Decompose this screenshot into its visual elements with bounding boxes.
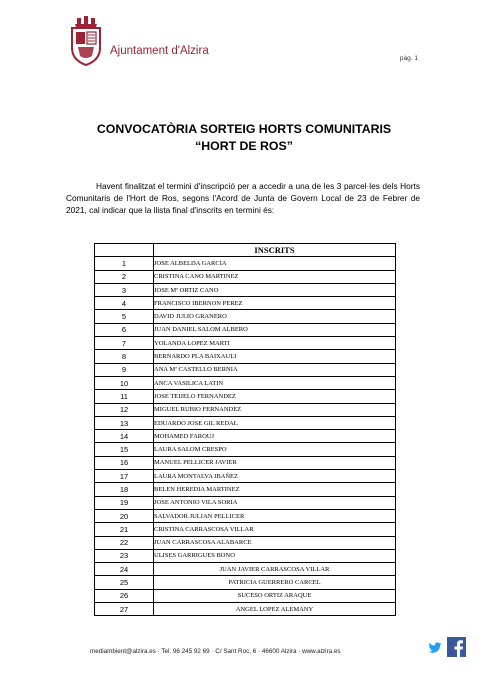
row-number: 2 (95, 270, 154, 283)
table-row (95, 536, 396, 549)
row-number: 24 (95, 563, 154, 576)
table-row (95, 443, 396, 456)
table-row (95, 523, 396, 536)
row-number: 9 (95, 363, 154, 376)
table-row (95, 376, 396, 389)
document-title: CONVOCATÒRIA SORTEIG HORTS COMUNITARIS (96, 122, 392, 136)
registrant-name: JOSE ALBELDA GARCIA (154, 257, 396, 270)
row-number: 21 (95, 523, 154, 536)
table-row (95, 363, 396, 376)
row-number: 25 (95, 576, 154, 589)
registrant-name: JUAN JAVIER CARRASCOSA VILLAR (154, 563, 396, 576)
row-number: 17 (95, 470, 154, 483)
table-header: INSCRITS (154, 244, 396, 257)
document-subtitle: “HORT DE ROS” (195, 139, 293, 153)
registrant-name: BELEN HEREDIA MARTINEZ (154, 483, 396, 496)
registrant-name: YOLANDA LOPEZ MARTI (154, 337, 396, 350)
registrant-name: ANCA VASILICA LATIN (154, 376, 396, 389)
row-number: 16 (95, 456, 154, 469)
intro-text: Havent finalitzat el termini d'inscripció per a accedir a una de les 3 parcel·les dels Horts Comunitaris de l'Hort de Ros, segons l'Acord de Junta de Govern Local de 23 de Febrer de 2021, cal indicar que la llista final d'inscrits en termini és: (66, 181, 420, 216)
row-number: 11 (95, 390, 154, 403)
row-number: 14 (95, 430, 154, 443)
table-row (95, 350, 396, 363)
registrant-name: ANA Mª CASTELLO BERNIA (154, 363, 396, 376)
row-number: 4 (95, 297, 154, 310)
row-number: 6 (95, 323, 154, 336)
table-row (95, 509, 396, 522)
registrant-name: FRANCISCO IBERNON PEREZ (154, 297, 396, 310)
table-row (95, 456, 396, 469)
registrant-name: BERNARDO PLA BAIXAULI (154, 350, 396, 363)
row-number: 20 (95, 509, 154, 522)
table-row (95, 283, 396, 296)
table-row (95, 549, 396, 562)
registrant-name: MOHAMED FAROUJ (154, 430, 396, 443)
row-number: 3 (95, 283, 154, 296)
registrant-name: ULISES GARRIGUES BONO (154, 549, 396, 562)
row-number: 19 (95, 496, 154, 509)
registrants-table (94, 243, 396, 616)
table-row (95, 483, 396, 496)
registrant-name: EDUARDO JOSE GIL REDAL (154, 416, 396, 429)
row-number: 15 (95, 443, 154, 456)
header-blank-cell (95, 244, 154, 257)
table-row (95, 603, 396, 616)
table-row (95, 390, 396, 403)
table-row (95, 416, 396, 429)
coat-of-arms-icon (66, 16, 106, 66)
table-row (95, 337, 396, 350)
table-row (95, 403, 396, 416)
table-row (95, 470, 396, 483)
row-number: 26 (95, 589, 154, 602)
row-number: 18 (95, 483, 154, 496)
table-header-row (95, 244, 396, 257)
registrant-name: JUAN DANIEL SALOM ALBERO (154, 323, 396, 336)
row-number: 1 (95, 257, 154, 270)
registrant-name: CRISTINA CARRASCOSA VILLAR (154, 523, 396, 536)
twitter-icon[interactable] (428, 641, 442, 655)
row-number: 22 (95, 536, 154, 549)
organization-name: Ajuntament d'Alzira (110, 45, 209, 57)
table-row (95, 496, 396, 509)
row-number: 7 (95, 337, 154, 350)
table-row (95, 430, 396, 443)
registrant-name: LAURA MONTALVA IBAÑEZ (154, 470, 396, 483)
row-number: 27 (95, 603, 154, 616)
facebook-icon[interactable] (447, 637, 466, 657)
table-row (95, 270, 396, 283)
registrant-name: MIGUEL RUBIO FERNANDEZ (154, 403, 396, 416)
registrant-name: JOSE TEIJELO FERNANDEZ (154, 390, 396, 403)
table-row (95, 297, 396, 310)
row-number: 8 (95, 350, 154, 363)
footer-contact: mediambient@alzira.es · Tel. 96 245 92 69 · C/ Sant Roc, 6 · 46600 Alzira · www.alzira.es (90, 648, 341, 655)
table-row (95, 323, 396, 336)
registrant-name: LAURA SALOM CRESPO (154, 443, 396, 456)
registrant-name: MANUEL PELLICER JAVIER (154, 456, 396, 469)
intro-paragraph (66, 180, 420, 217)
registrant-name: SALVADOR JULIAN PELLICER (154, 509, 396, 522)
registrant-name: PATRICIA GUERRERO CARCEL (154, 576, 396, 589)
registrant-name: JUAN CARRASCOSA ALABARCE (154, 536, 396, 549)
table-row (95, 310, 396, 323)
table-row (95, 563, 396, 576)
registrant-name: SUCESO ORTIZ ARAQUE (154, 589, 396, 602)
row-number: 12 (95, 403, 154, 416)
row-number: 13 (95, 416, 154, 429)
row-number: 10 (95, 376, 154, 389)
row-number: 5 (95, 310, 154, 323)
registrant-name: ANGEL LOPEZ ALEMANY (154, 603, 396, 616)
registrant-name: DAVID JULIO GRANERO (154, 310, 396, 323)
table-row (95, 589, 396, 602)
table-row (95, 257, 396, 270)
row-number: 23 (95, 549, 154, 562)
registrant-name: JOSE ANTONIO VILA SORIA (154, 496, 396, 509)
page-number: pàg. 1 (399, 55, 418, 62)
registrant-name: CRISTINA CANO MARTINEZ (154, 270, 396, 283)
table-row (95, 576, 396, 589)
registrant-name: JOSE Mª ORTIZ CANO (154, 283, 396, 296)
